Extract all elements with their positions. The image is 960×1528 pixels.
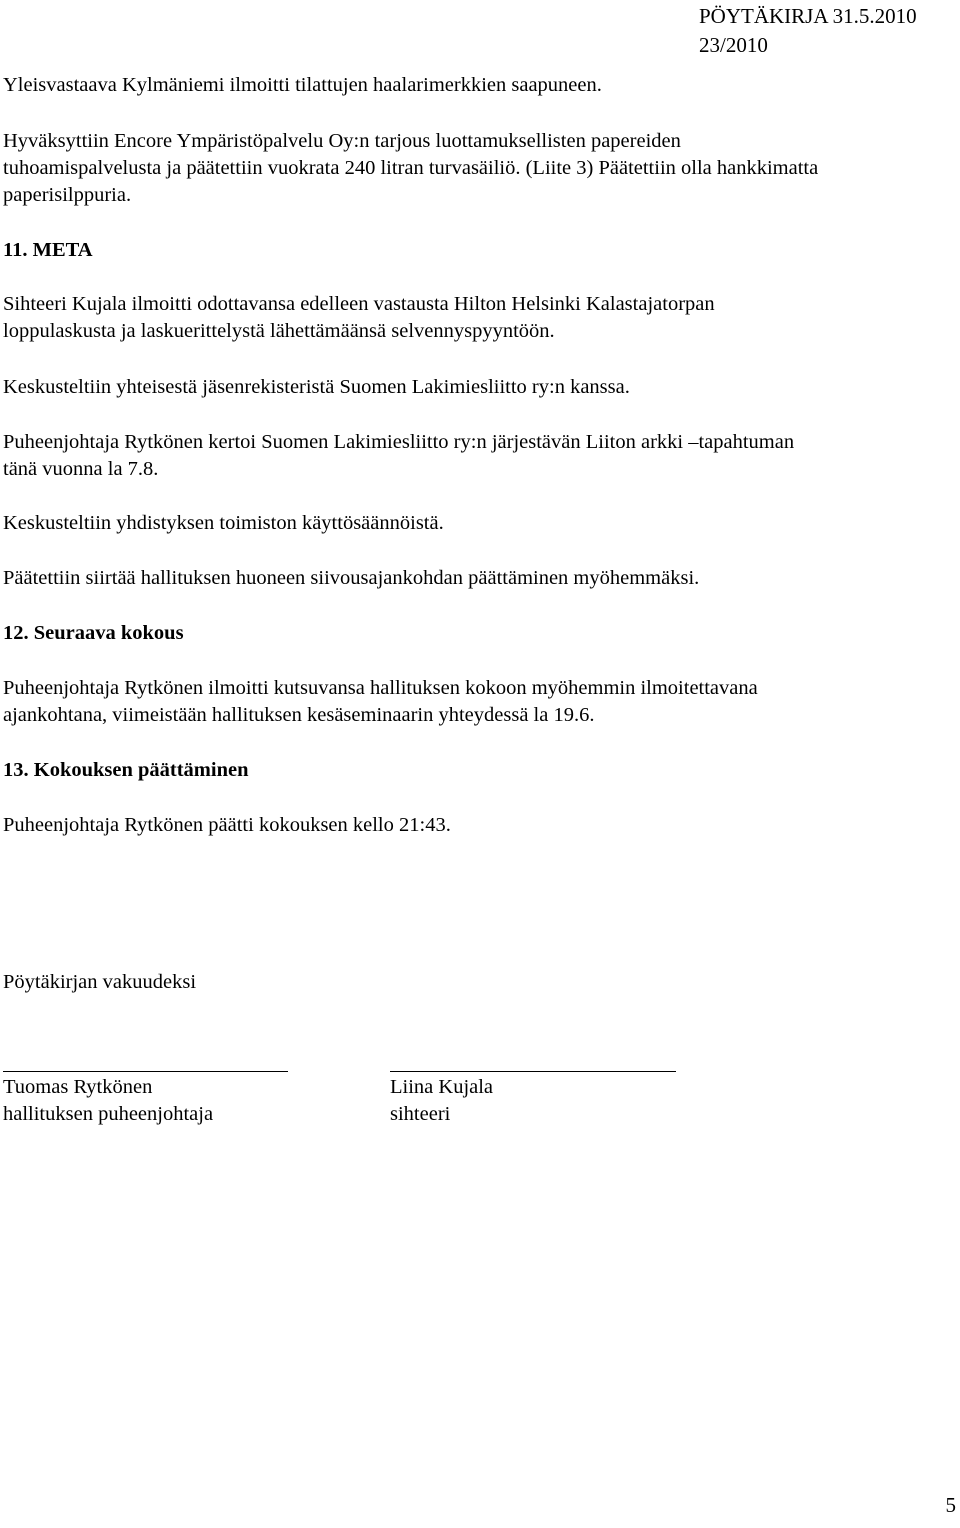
document-title: PÖYTÄKIRJA 31.5.2010 (699, 4, 917, 28)
page-number: 5 (945, 1493, 956, 1517)
section-heading-12: 12. Seuraava kokous (3, 622, 184, 644)
section-heading-11: 11. META (3, 239, 93, 261)
paragraph-cleaning: Päätettiin siirtää hallituksen huoneen siivousajankohdan päättäminen myöhemmäksi. (3, 567, 700, 589)
section-heading-13: 13. Kokouksen päättäminen (3, 759, 249, 781)
document-number: 23/2010 (699, 33, 768, 57)
paragraph-hilton-line-2: loppulaskusta ja laskuerittelystä lähettämäänsä selvennyspyyntöön. (3, 320, 555, 342)
paragraph-arkki-line-1: Puheenjohtaja Rytkönen kertoi Suomen Lakimiesliitto ry:n järjestävän Liiton arkki –tapahtuman (3, 431, 795, 453)
signatures-intro: Pöytäkirjan vakuudeksi (3, 971, 197, 993)
signatory-role-right: sihteeri (390, 1103, 451, 1125)
signatory-name-left: Tuomas Rytkönen (3, 1076, 153, 1098)
paragraph-next-meeting-line-2: ajankohtana, viimeistään hallituksen kesäseminaarin yhteydessä la 19.6. (3, 704, 595, 726)
signatory-name-right: Liina Kujala (390, 1076, 494, 1098)
paragraph-shredding-line-3: paperisilppuria. (3, 184, 132, 206)
paragraph-next-meeting-line-1: Puheenjohtaja Rytkönen ilmoitti kutsuvansa hallituksen kokoon myöhemmin ilmoitettavana (3, 677, 758, 699)
paragraph-shredding-line-1: Hyväksyttiin Encore Ympäristöpalvelu Oy:n tarjous luottamuksellisten papereiden (3, 130, 681, 152)
signature-line-right (390, 1071, 676, 1072)
paragraph-announcement: Yleisvastaava Kylmäniemi ilmoitti tilattujen haalarimerkkien saapuneen. (3, 74, 602, 96)
paragraph-hilton-line-1: Sihteeri Kujala ilmoitti odottavansa edelleen vastausta Hilton Helsinki Kalastajatorpan (3, 293, 715, 315)
paragraph-closing: Puheenjohtaja Rytkönen päätti kokouksen kello 21:43. (3, 814, 451, 836)
paragraph-office-rules: Keskusteltiin yhdistyksen toimiston käyttösäännöistä. (3, 512, 444, 534)
paragraph-arkki-line-2: tänä vuonna la 7.8. (3, 458, 159, 480)
signatory-role-left: hallituksen puheenjohtaja (3, 1103, 214, 1125)
paragraph-shredding-line-2: tuhoamispalvelusta ja päätettiin vuokrata 240 litran turvasäiliö. (Liite 3) Päätettiin olla hankkimatta (3, 157, 819, 179)
signature-line-left (3, 1071, 288, 1072)
paragraph-member-register: Keskusteltiin yhteisestä jäsenrekisteristä Suomen Lakimiesliitto ry:n kanssa. (3, 376, 630, 398)
